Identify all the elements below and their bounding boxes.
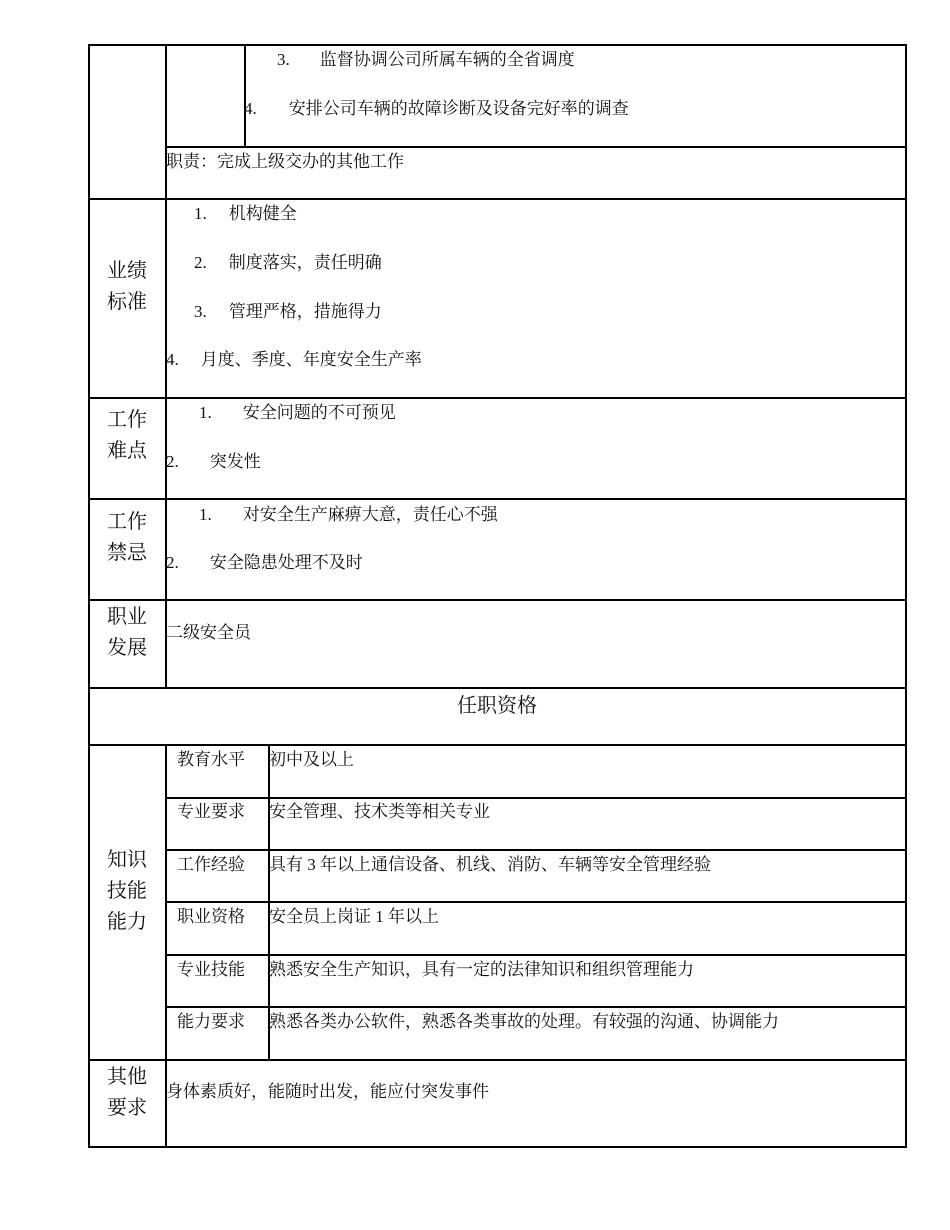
qualification-key: 专业要求 xyxy=(177,802,245,821)
qualification-value: 安全管理、技术类等相关专业 xyxy=(269,802,490,821)
performance-label: 业绩 标准 xyxy=(107,260,147,313)
table-border-left xyxy=(88,44,90,1147)
list-item: 1. 安全问题的不可预见 xyxy=(199,403,396,422)
qualification-value: 初中及以上 xyxy=(269,750,354,769)
career-label: 职业 发展 xyxy=(107,606,147,659)
table-border-right xyxy=(905,44,907,1147)
list-item: 2. 突发性 xyxy=(166,452,261,471)
other-requirements-label: 其他 要求 xyxy=(107,1066,147,1119)
duty-item-4 xyxy=(244,99,629,119)
row-divider xyxy=(88,397,907,399)
knowledge-label: 知识 技能 能力 xyxy=(107,849,147,933)
duty-other: 职责：完成上级交办的其他工作 xyxy=(166,152,404,171)
qualification-row-divider xyxy=(165,954,906,956)
list-item: 2. 制度落实，责任明确 xyxy=(194,253,382,272)
row-divider xyxy=(88,599,907,601)
qualification-row-divider xyxy=(165,849,906,851)
list-item: 1. 机构健全 xyxy=(194,204,297,223)
qualification-key: 教育水平 xyxy=(177,750,245,769)
qualification-value: 熟悉各类办公软件，熟悉各类事故的处理。有较强的沟通、协调能力 xyxy=(269,1012,779,1031)
row-divider xyxy=(88,744,907,746)
qualification-value: 熟悉安全生产知识，具有一定的法律知识和组织管理能力 xyxy=(269,960,694,979)
list-text: 安排公司车辆的故障诊断及设备完好率的调查 xyxy=(288,99,629,118)
list-number: 3. xyxy=(277,50,290,69)
other-requirements-text: 身体素质好，能随时出发，能应付突发事件 xyxy=(166,1082,489,1101)
table-border-bottom xyxy=(88,1146,907,1148)
row-divider xyxy=(88,198,907,200)
qualification-value: 安全员上岗证 1 年以上 xyxy=(269,907,439,926)
qualification-key: 工作经验 xyxy=(177,855,245,874)
row-divider xyxy=(88,1059,907,1061)
difficulties-label: 工作 难点 xyxy=(107,409,147,462)
qualification-value: 具有 3 年以上通信设备、机线、消防、车辆等安全管理经验 xyxy=(269,855,711,874)
duties-inner-divider xyxy=(165,146,906,148)
qualification-row-divider xyxy=(165,901,906,903)
qualification-key: 能力要求 xyxy=(177,1012,245,1031)
list-text: 监督协调公司所属车辆的全省调度 xyxy=(319,50,575,69)
row-divider xyxy=(88,498,907,500)
row-divider xyxy=(88,687,907,689)
list-item: 1. 对安全生产麻痹大意，责任心不强 xyxy=(199,505,498,524)
list-item: 2. 安全隐患处理不及时 xyxy=(166,553,363,572)
qualification-row-divider xyxy=(165,797,906,799)
table-border-top xyxy=(88,44,907,46)
duties-subcolumn-divider xyxy=(244,44,246,146)
section-title: 任职资格 xyxy=(457,695,537,717)
qualification-row-divider xyxy=(165,1006,906,1008)
taboos-label: 工作 禁忌 xyxy=(107,511,147,564)
list-number: 4. xyxy=(244,99,257,118)
qualification-key: 专业技能 xyxy=(177,960,245,979)
duty-item-3 xyxy=(277,50,575,70)
qualification-key: 职业资格 xyxy=(177,907,245,926)
career-text: 二级安全员 xyxy=(166,623,251,642)
list-item: 4. 月度、季度、年度安全生产率 xyxy=(166,350,422,369)
list-item: 3. 管理严格，措施得力 xyxy=(194,302,382,321)
